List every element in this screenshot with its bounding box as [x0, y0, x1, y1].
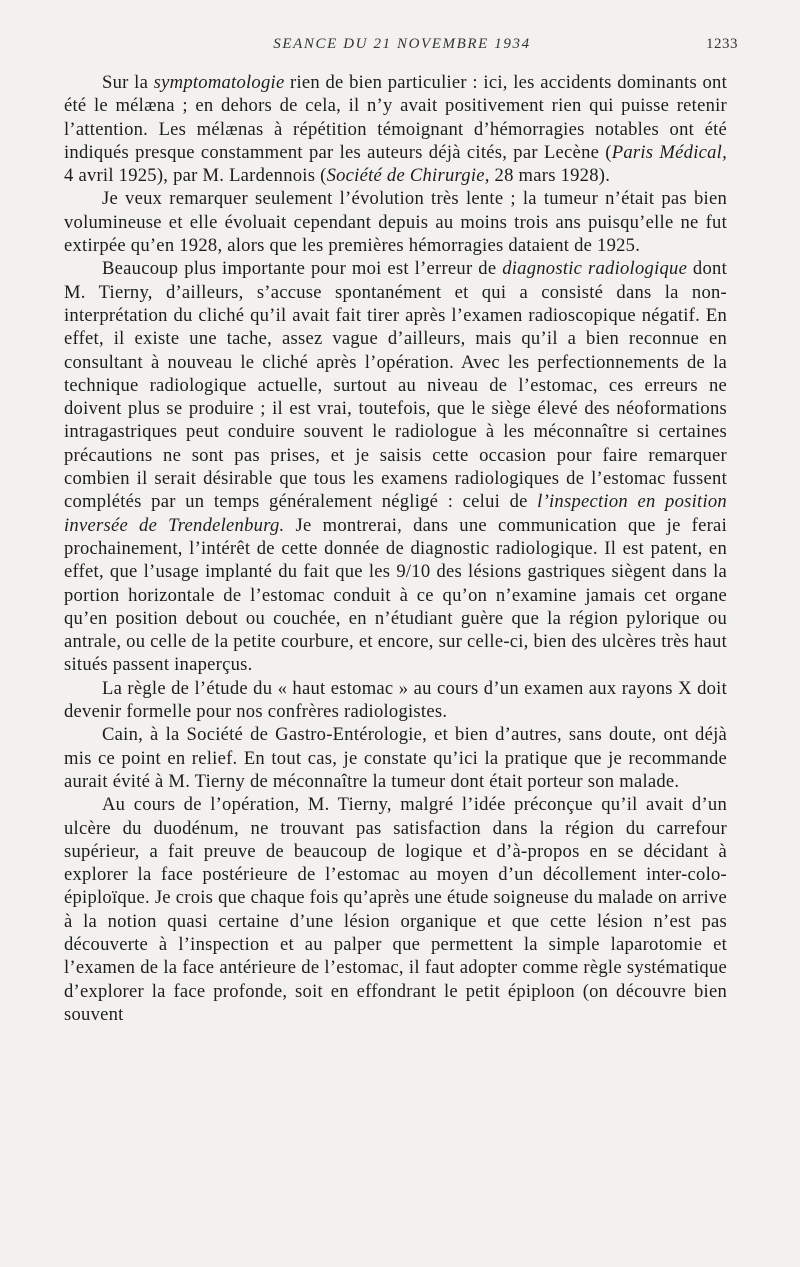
text-run: 28 mars 1928). [489, 165, 611, 187]
paragraph [64, 723, 727, 793]
italic-text: Paris Médical, [611, 141, 727, 163]
body-text [64, 71, 727, 1026]
text-run: Je montrerai, dans une communication que je ferai prochainement, l’intérêt de cette donnée de diagnostic radiologique. Il est patent, en effet, que l’usage implanté du fait que les 9/10 des lésions gastriques siègent dans la portion horizontale de l’estomac conduit à ce qu’on n’examine jamais cet organe qu’en position debout ou couchée, en n’étudiant guère que la région pylorique ou antrale, ou celle de la petite courbure, et encore, sur celle-ci, bien des ulcères très haut situés passent inaperçus. [64, 514, 727, 676]
page-header [66, 36, 738, 58]
paragraph [64, 257, 727, 676]
text-run: Beaucoup plus importante pour moi est l’erreur de [102, 258, 503, 280]
running-title: SEANCE DU 21 NOVEMBRE 1934 [273, 36, 531, 52]
italic-text: Société de Chirurgie, [326, 165, 490, 187]
italic-text: l’inspection en position inversée de Trendelenburg. [64, 491, 727, 536]
text-run: Cain, à la Société de Gastro-Entérologie, et bien d’autres, sans doute, ont déjà mis ce point en relief. En tout cas, je constate qu’ici la pratique que je recommande aurait évité à M. Tierny de méconnaître la tumeur dont était porteur son malade. [64, 724, 727, 792]
text-run: Au cours de l’opération, M. Tierny, malgré l’idée préconçue qu’il avait d’un ulcère du duodénum, ne trouvant pas satisfaction dans la région du carrefour supérieur, a fait preuve de beaucoup de logique et d’à-propos en se décidant à explorer la face postérieure de l’estomac au moyen d’un décollement inter-colo-épiploïque. Je crois que chaque fois qu’après une étude soigneuse du malade on arrive à la notion quasi certaine d’une lésion organique et que cette lésion n’est pas découverte à l’inspection et au palper que permettent la simple laparotomie et l’examen de la face antérieure de l’estomac, il faut adopter comme règle systématique d’explorer la face profonde, soit en effondrant le petit épiploon (on découvre bien souvent [64, 794, 727, 1025]
paragraph [64, 71, 727, 187]
page-number: 1233 [706, 36, 738, 52]
text-run: dont M. Tierny, d’ailleurs, s’accuse spontanément et qui a consisté dans la non-interprétation du cliché qu’il avait fait tirer après l’examen radioscopique négatif. En effet, il existe une tache, assez vague d’ailleurs, mais qu’il a bien reconnue en consultant à nouveau le cliché après l’opération. Avec les perfectionnements de la technique radiologique actuelle, surtout au niveau de l’estomac, ces erreurs ne doivent plus se produire ; il est vrai, toutefois, que le siège élevé des néoformations intragastriques peut conduire souvent le radiologue à les méconnaître si certaines précautions ne sont pas prises, et je saisis cette occasion pour faire remarquer combien il serait désirable que tous les examens radiologiques de l’estomac fussent complétés par un temps généralement négligé : celui de [64, 258, 727, 513]
italic-text: diagnostic radiologique [502, 258, 688, 280]
text-run: Sur la [102, 72, 154, 93]
text-run: 4 avril 1925), par M. Lardennois ( [64, 165, 327, 187]
paragraph [64, 793, 727, 1026]
italic-text: symptomatologie [153, 72, 285, 93]
paragraph [64, 677, 727, 724]
text-run: Je veux remarquer seulement l’évolution très lente ; la tumeur n’était pas bien volumineuse et elle évoluait cependant depuis au moins trois ans puisqu’elle ne fut extirpée qu’en 1928, alors que les premières hémorragies dataient de 1925. [64, 188, 727, 257]
paragraph [64, 187, 727, 257]
text-run: La règle de l’étude du « haut estomac » au cours d’un examen aux rayons X doit devenir formelle pour nos confrères radiologistes. [64, 677, 727, 723]
text-run: rien de bien particulier : ici, les accidents dominants ont été le mélæna ; en dehors de cela, il n’y avait positivement rien qui puisse retenir l’attention. Les mélænas à répétition témoignant d’hémorragies notables ont été indiqués presque constamment par les auteurs déjà cités, par Lecène ( [64, 72, 728, 163]
